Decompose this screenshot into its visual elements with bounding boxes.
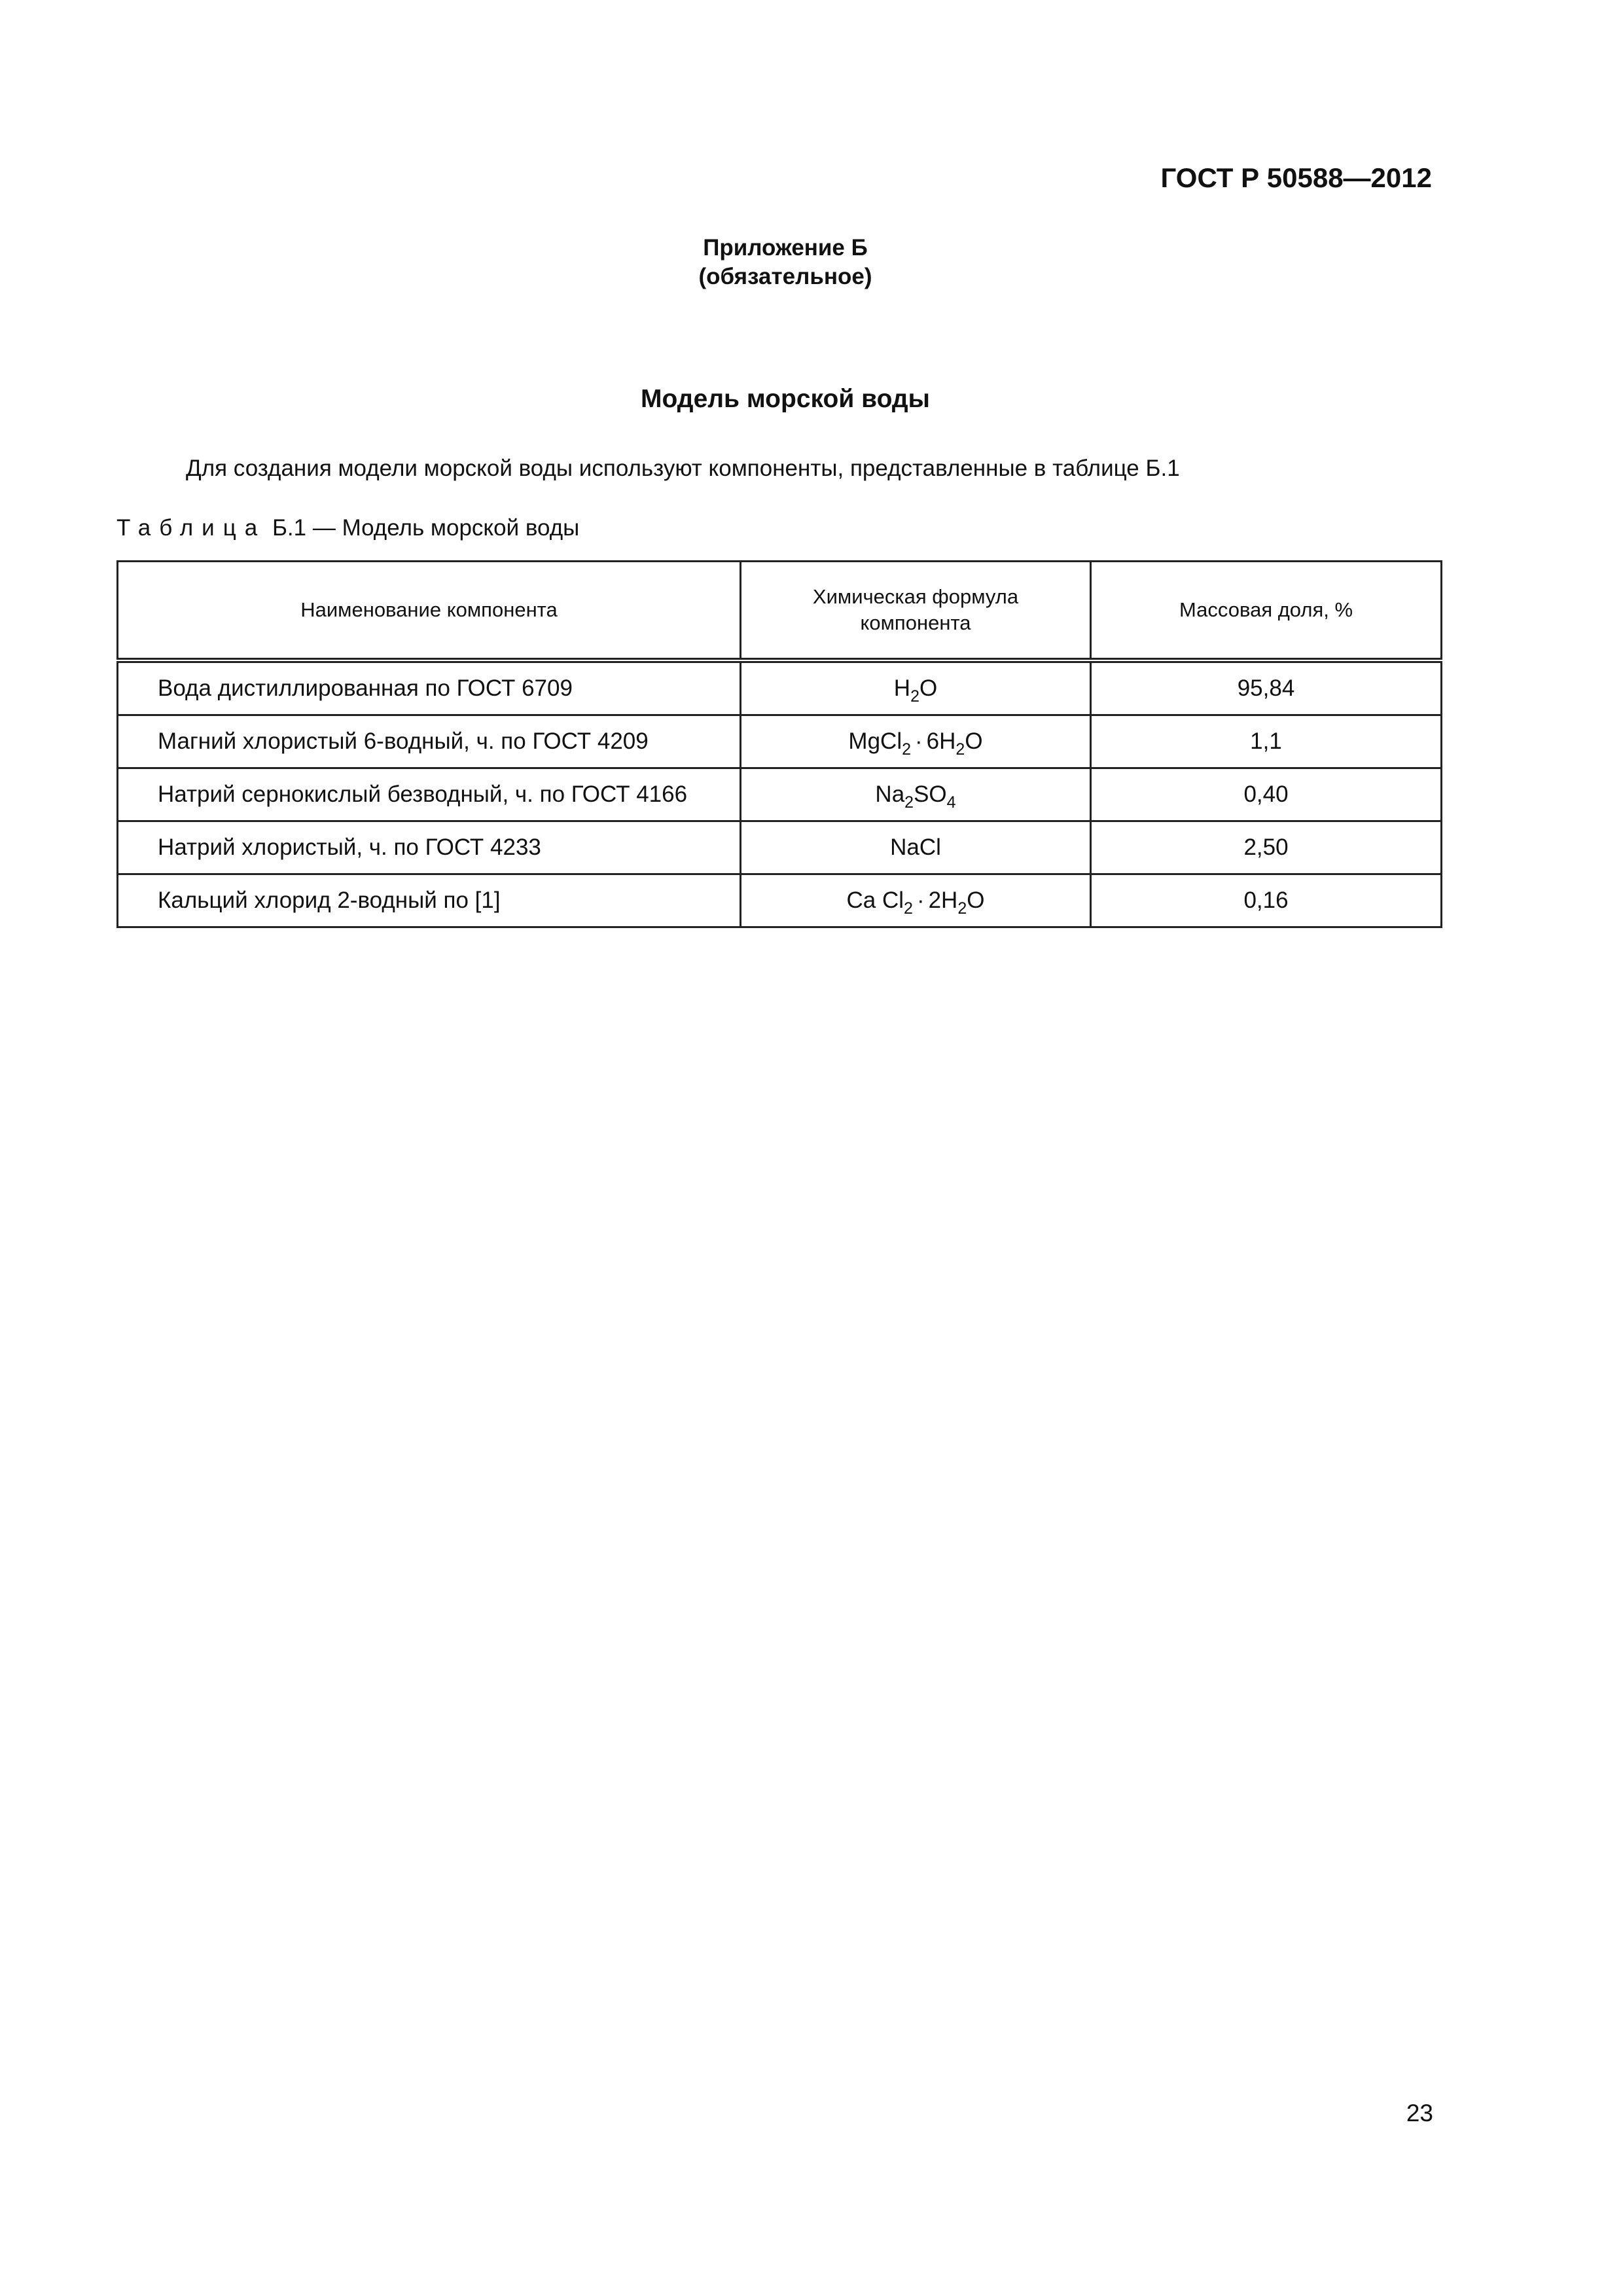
section-title: Модель морской воды	[641, 385, 930, 413]
components-table	[116, 560, 1442, 928]
mass-fraction: 0,16	[1091, 874, 1442, 927]
component-name: Вода дистиллированная по ГОСТ 6709	[118, 660, 741, 715]
table-header-row	[118, 562, 1442, 661]
table-caption-word: Таблица	[116, 515, 266, 541]
table-row	[118, 874, 1442, 927]
document-code: ГОСТ Р 50588—2012	[1160, 162, 1432, 193]
header-mass-fraction: Массовая доля, %	[1091, 562, 1442, 661]
component-name: Натрий сернокислый безводный, ч. по ГОСТ 4166	[118, 768, 741, 821]
mass-fraction: 0,40	[1091, 768, 1442, 821]
component-name: Магний хлористый 6-водный, ч. по ГОСТ 4209	[118, 715, 741, 768]
component-name: Кальций хлорид 2-водный по [1]	[118, 874, 741, 927]
chemical-formula: NaCl	[741, 821, 1091, 874]
table-caption-text: Б.1 — Модель морской воды	[266, 515, 580, 541]
intro-paragraph: Для создания модели морской воды используют компоненты, представленные в таблице Б.1	[186, 456, 1180, 481]
header-component-name: Наименование компонента	[118, 562, 741, 661]
table-row	[118, 660, 1442, 715]
table-caption	[116, 515, 579, 541]
table-row	[118, 715, 1442, 768]
page-number: 23	[1406, 2100, 1433, 2126]
header-formula-line2: компонента	[860, 611, 971, 634]
header-formula-line1: Химическая формула	[812, 585, 1019, 608]
chemical-formula: MgCl$_2$ · $6H_2O$	[741, 715, 1091, 768]
appendix-title: Приложение Б	[703, 235, 868, 260]
mass-fraction: 2,50	[1091, 821, 1442, 874]
chemical-formula: $H_2O$	[741, 660, 1091, 715]
table-row	[118, 821, 1442, 874]
chemical-formula: Ca $Cl_2 \cdot 2H_2O$	[741, 874, 1091, 927]
mass-fraction: 95,84	[1091, 660, 1442, 715]
appendix-heading	[0, 234, 1571, 291]
table-row	[118, 768, 1442, 821]
mass-fraction: 1,1	[1091, 715, 1442, 768]
header-chemical-formula	[741, 562, 1091, 661]
component-name: Натрий хлористый, ч. по ГОСТ 4233	[118, 821, 741, 874]
appendix-status: (обязательное)	[698, 264, 872, 289]
chemical-formula: $Na_2SO_4$	[741, 768, 1091, 821]
